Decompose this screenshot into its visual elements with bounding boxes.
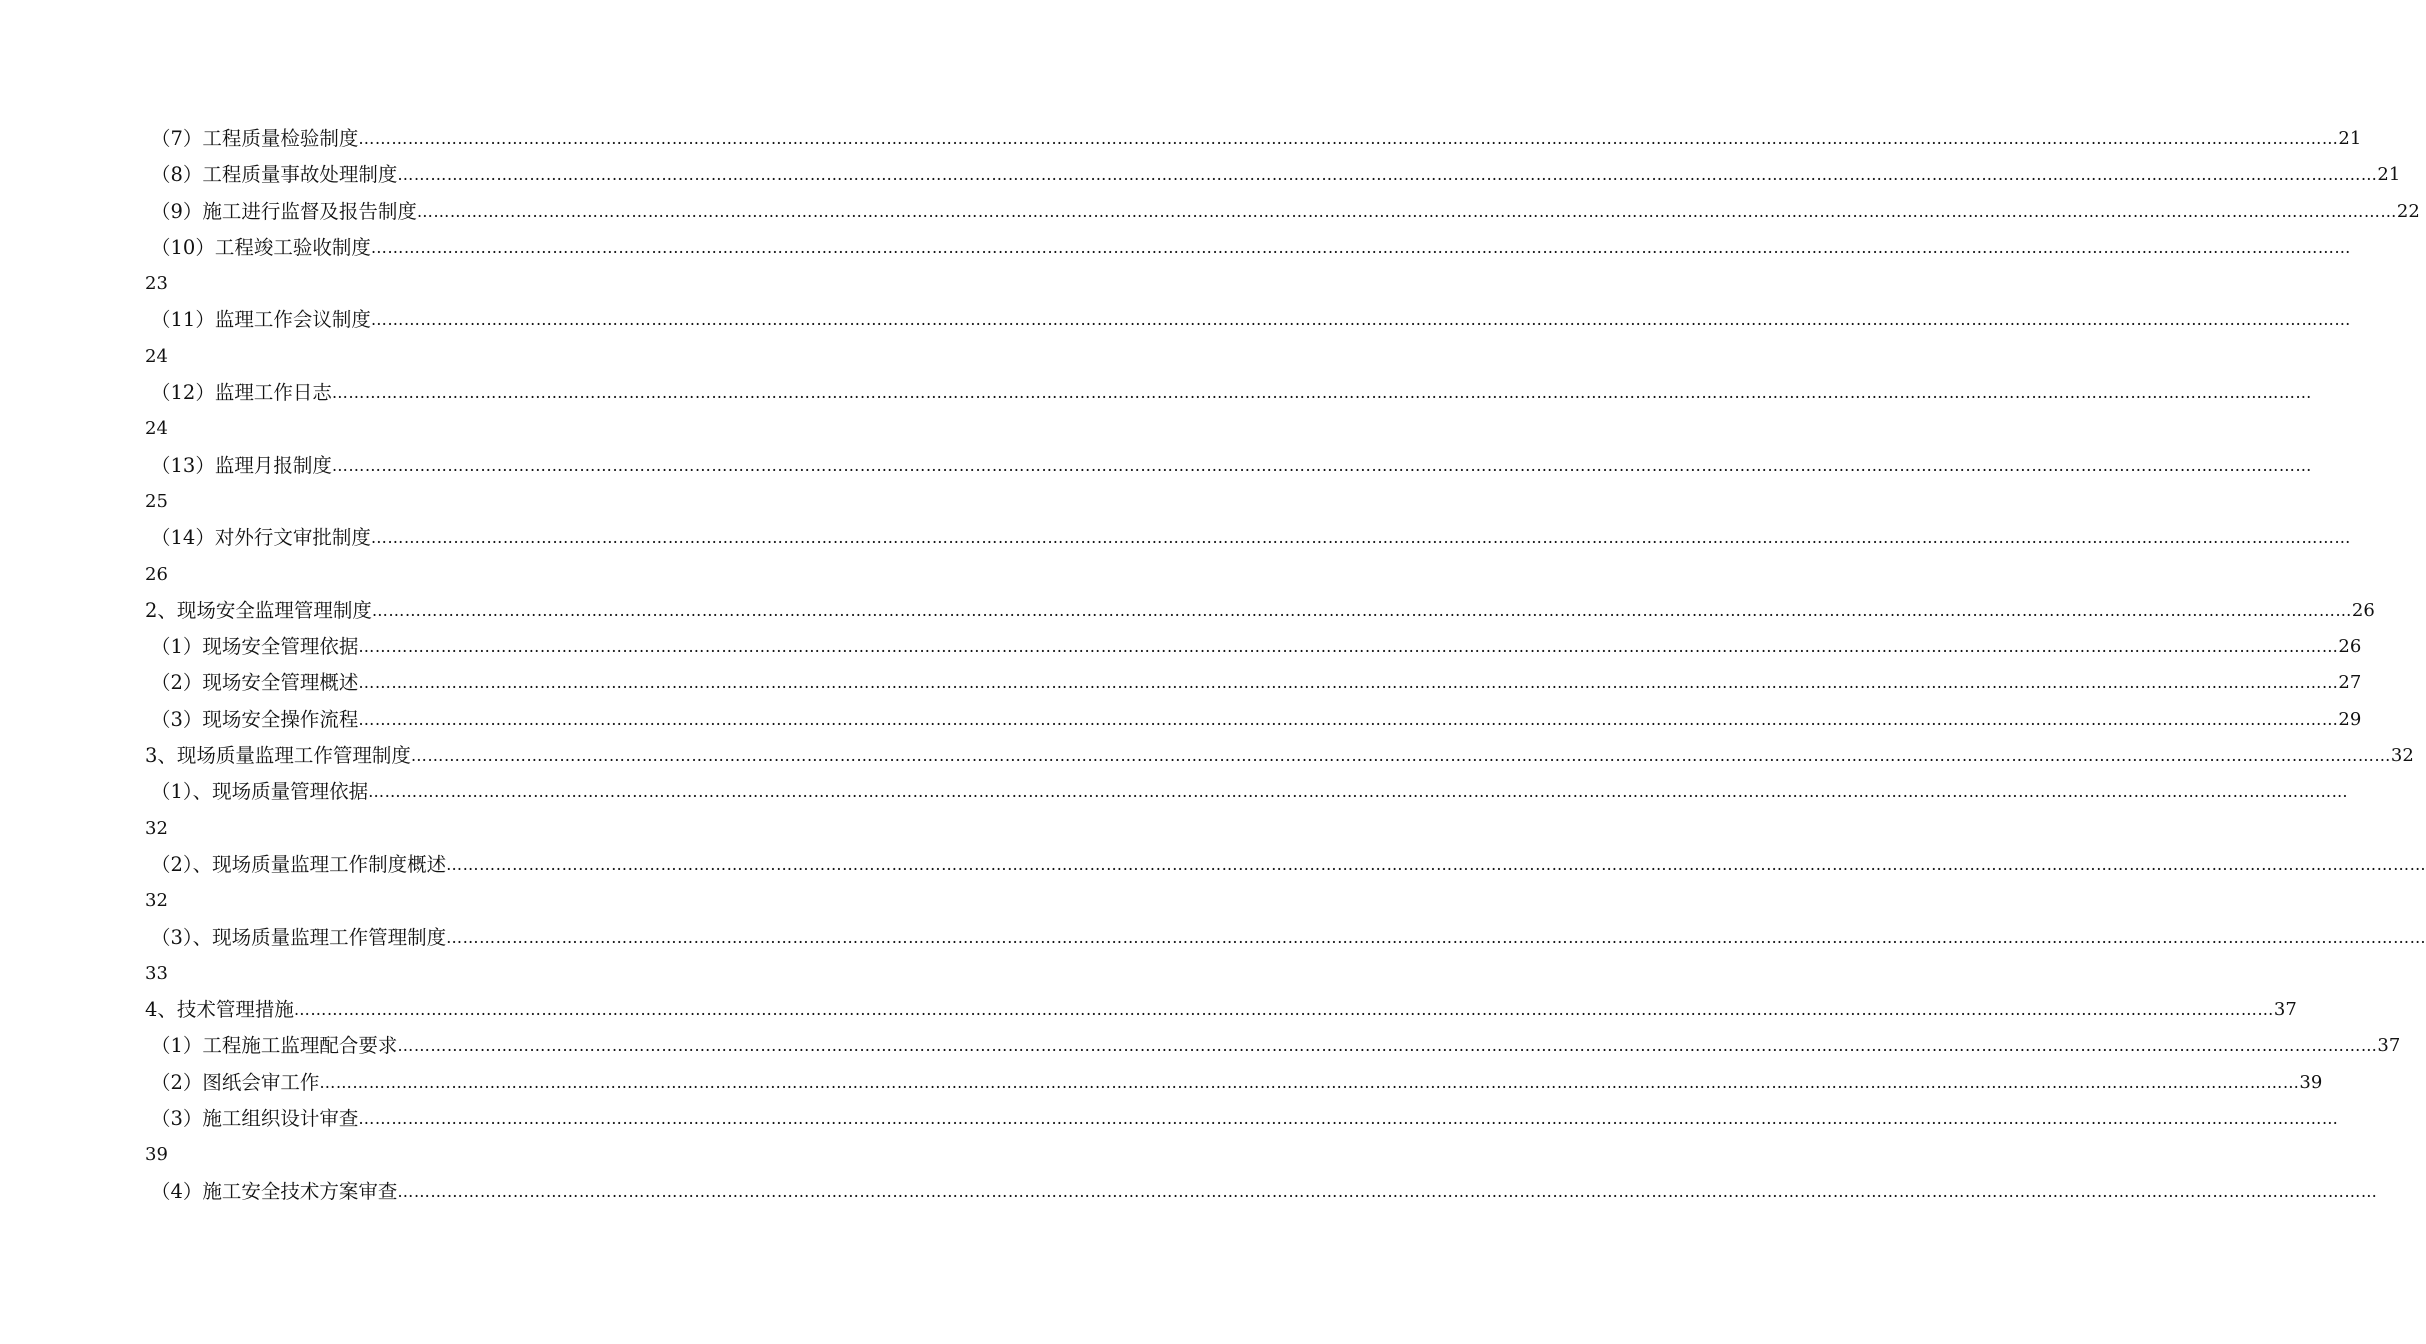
- toc-entry-title: （13）监理月报制度: [151, 453, 332, 477]
- toc-entry-title: （7）工程质量检验制度: [151, 127, 359, 150]
- toc-entry-title: （12）监理工作日志: [151, 381, 332, 405]
- toc-entry-title: （8）工程质量事故处理制度: [151, 163, 398, 187]
- toc-leader-dots: ………………………………………………………………………………………………………………………………………………………………………………………………………………………………………………………………………………………………………………………………: [293, 1000, 2274, 1020]
- toc-entry: [145, 665, 2362, 701]
- toc-entry-title: （1）、现场质量管理依据: [151, 780, 369, 804]
- toc-page-number: 27: [2338, 672, 2362, 694]
- toc-entry-title: 4、技术管理措施: [145, 998, 294, 1022]
- toc-page-number: 21: [2377, 164, 2401, 186]
- toc-leader-dots: ………………………………………………………………………………………………………………………………………………………………………………………………………………………………………………………………………………………………………………………………: [368, 782, 2349, 802]
- toc-entry: [145, 194, 2420, 230]
- toc-entry: [145, 520, 2351, 556]
- toc-page-number: 26: [145, 563, 168, 585]
- toc-entry-title: （3）现场安全操作流程: [151, 707, 359, 731]
- toc-entry: [145, 593, 2375, 629]
- toc-entry-title: 2、现场安全监理管理制度: [145, 598, 372, 622]
- toc-page-number: 32: [2390, 745, 2414, 767]
- toc-leader-dots: ………………………………………………………………………………………………………………………………………………………………………………………………………………………………………………………………………………………………………………………………: [446, 927, 2426, 947]
- toc-page-number: 32: [145, 817, 168, 839]
- toc-page-number: 26: [2351, 599, 2375, 621]
- toc-entry-title: （3）施工组织设计审查: [151, 1107, 359, 1131]
- toc-leader-dots: ………………………………………………………………………………………………………………………………………………………………………………………………………………………………………………………………………………………………………………………………: [416, 201, 2397, 221]
- toc-entry-title: （1）工程施工监理配合要求: [151, 1034, 398, 1058]
- toc-entry-title: （9）施工进行监督及报告制度: [151, 199, 417, 223]
- toc-entry-title: （2）图纸会审工作: [151, 1070, 320, 1094]
- toc-entry: [145, 121, 2362, 157]
- toc-page-number: 39: [2299, 1071, 2323, 1093]
- toc-entry: [145, 230, 2351, 266]
- toc-leader-dots: ………………………………………………………………………………………………………………………………………………………………………………………………………………………………………………………………………………………………………………………………: [370, 528, 2351, 548]
- toc-leader-dots: ………………………………………………………………………………………………………………………………………………………………………………………………………………………………………………………………………………………………………………………………: [358, 673, 2339, 693]
- toc-leader-dots: ………………………………………………………………………………………………………………………………………………………………………………………………………………………………………………………………………………………………………………………………: [331, 455, 2312, 475]
- toc-entry: [145, 302, 2351, 338]
- toc-entry-title: 3、现场质量监理工作管理制度: [145, 744, 411, 768]
- toc-page-number: 24: [145, 345, 168, 367]
- toc-page-number: 37: [2377, 1035, 2401, 1057]
- toc-leader-dots: ………………………………………………………………………………………………………………………………………………………………………………………………………………………………………………………………………………………………………………………………: [370, 237, 2351, 257]
- toc-entry-title: （11）监理工作会议制度: [151, 308, 371, 332]
- toc-page-number: 25: [145, 490, 168, 512]
- toc-leader-dots: ………………………………………………………………………………………………………………………………………………………………………………………………………………………………………………………………………………………………………………………………: [410, 746, 2391, 766]
- toc-leader-dots: ………………………………………………………………………………………………………………………………………………………………………………………………………………………………………………………………………………………………………………………………: [358, 1109, 2339, 1129]
- toc-entry: [145, 1028, 2401, 1064]
- toc-page-number: 39: [145, 1144, 168, 1166]
- toc-entry-title: （4）施工安全技术方案审查: [151, 1179, 398, 1203]
- toc-leader-dots: ………………………………………………………………………………………………………………………………………………………………………………………………………………………………………………………………………………………………………………………………: [358, 129, 2339, 148]
- toc-entry: [145, 1101, 2339, 1137]
- toc-page-number: 37: [2273, 999, 2297, 1021]
- toc-entry: [145, 774, 2349, 810]
- toc-entry: [145, 1065, 2323, 1101]
- toc-leader-dots: ………………………………………………………………………………………………………………………………………………………………………………………………………………………………………………………………………………………………………………………………: [397, 1036, 2378, 1056]
- toc-entry-title: （10）工程竣工验收制度: [151, 235, 371, 259]
- toc-page-number: 21: [2338, 128, 2362, 149]
- toc-leader-dots: ………………………………………………………………………………………………………………………………………………………………………………………………………………………………………………………………………………………………………………………………: [397, 165, 2378, 185]
- toc-entry: [145, 157, 2401, 193]
- toc-page-number: 33: [145, 962, 168, 984]
- toc-leader-dots: ………………………………………………………………………………………………………………………………………………………………………………………………………………………………………………………………………………………………………………………………: [371, 600, 2352, 620]
- toc-entry-title: （2）、现场质量监理工作制度概述: [151, 852, 447, 876]
- toc-leader-dots: ………………………………………………………………………………………………………………………………………………………………………………………………………………………………………………………………………………………………………………………………: [331, 383, 2312, 403]
- toc-entry: [145, 702, 2362, 738]
- toc-entry: [145, 629, 2362, 665]
- toc-entry: [145, 1174, 2378, 1210]
- toc-entry-title: （1）现场安全管理依据: [151, 635, 359, 659]
- toc-entry: [145, 448, 2312, 484]
- toc-leader-dots: ………………………………………………………………………………………………………………………………………………………………………………………………………………………………………………………………………………………………………………………………: [319, 1072, 2300, 1092]
- table-of-contents: [145, 121, 2426, 1210]
- toc-entry-title: （3）、现场质量监理工作管理制度: [151, 925, 447, 949]
- toc-entry: [145, 375, 2312, 411]
- toc-entry: [145, 920, 2426, 956]
- toc-leader-dots: ………………………………………………………………………………………………………………………………………………………………………………………………………………………………………………………………………………………………………………………………: [358, 709, 2339, 729]
- toc-entry-title: （14）对外行文审批制度: [151, 526, 371, 550]
- toc-leader-dots: ………………………………………………………………………………………………………………………………………………………………………………………………………………………………………………………………………………………………………………………………: [358, 637, 2339, 657]
- toc-page-number: 29: [2338, 708, 2362, 730]
- toc-page-number: 24: [145, 418, 168, 440]
- toc-page-number: 32: [145, 890, 168, 912]
- toc-leader-dots: ………………………………………………………………………………………………………………………………………………………………………………………………………………………………………………………………………………………………………………………………: [397, 1181, 2378, 1201]
- toc-entry: [145, 847, 2426, 883]
- toc-entry-title: （2）现场安全管理概述: [151, 671, 359, 695]
- toc-page-number: 23: [145, 273, 168, 295]
- toc-entry: [145, 992, 2297, 1028]
- toc-entry: [145, 738, 2414, 774]
- toc-leader-dots: ………………………………………………………………………………………………………………………………………………………………………………………………………………………………………………………………………………………………………………………………: [370, 310, 2351, 330]
- toc-page-number: 26: [2338, 636, 2362, 658]
- toc-page-number: 22: [2396, 200, 2420, 222]
- toc-leader-dots: ………………………………………………………………………………………………………………………………………………………………………………………………………………………………………………………………………………………………………………………………: [446, 854, 2426, 874]
